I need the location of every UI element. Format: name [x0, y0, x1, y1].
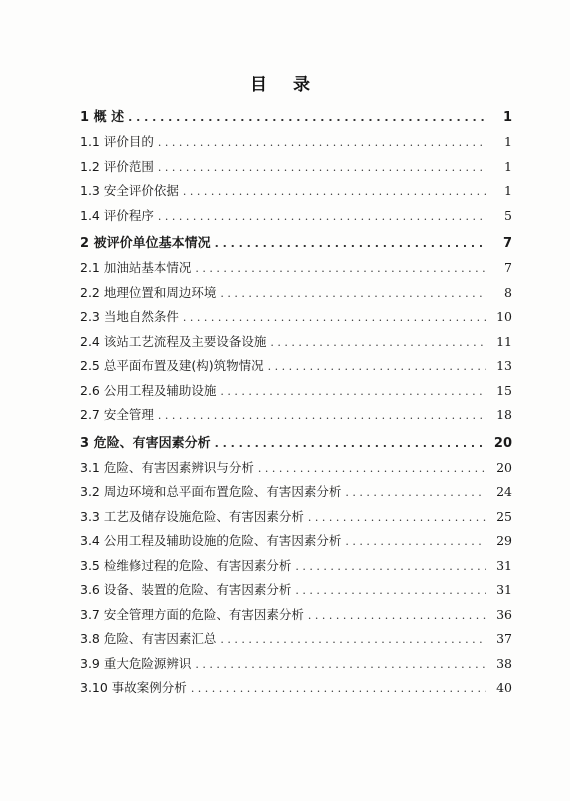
toc-chapter-entry[interactable]: [80, 106, 512, 132]
dot-leader: [295, 560, 486, 573]
toc-entry-page-number: 29: [496, 533, 512, 548]
toc-entry-label: 3.1 危险、有害因素辨识与分析: [80, 459, 254, 475]
toc-entry-label: 2.4 该站工艺流程及主要设备设施: [80, 333, 267, 349]
toc-entry-page-number: 8: [504, 284, 512, 300]
toc-entry-page-number: 25: [496, 508, 512, 524]
toc-entry-label: 1.3 安全评价依据: [80, 183, 179, 198]
toc-entry-page-number: 31: [496, 557, 512, 573]
toc-section-entry[interactable]: [80, 556, 512, 581]
toc-entry-label: 2.5 总平面布置及建(构)筑物情况: [80, 358, 264, 373]
toc-entry-label: 2.7 安全管理: [80, 407, 154, 422]
toc-entry-label: 3.9 重大危险源辨识: [80, 655, 192, 671]
toc-section-entry[interactable]: [80, 531, 512, 556]
dot-leader: [195, 262, 486, 275]
toc-section-entry[interactable]: [80, 629, 512, 654]
toc-entry-label: 3.3 工艺及储存设施危险、有害因素分析: [80, 508, 304, 524]
dot-leader: [268, 360, 486, 373]
toc-chapter-entry[interactable]: [80, 232, 512, 258]
dot-leader: [191, 682, 486, 695]
dot-leader: [183, 311, 486, 324]
toc-section-entry[interactable]: [80, 580, 512, 605]
toc-entry-page-number: 1: [504, 134, 512, 149]
toc-entry-label: 1.4 评价程序: [80, 207, 154, 223]
toc-entry-label: 3.4 公用工程及辅助设施的危险、有害因素分析: [80, 533, 342, 548]
toc-entry-page-number: 7: [502, 236, 512, 251]
toc-entry-label: 3.6 设备、装置的危险、有害因素分析: [80, 582, 292, 597]
toc-chapter-entry[interactable]: [80, 432, 512, 458]
dot-leader: [270, 336, 486, 349]
toc-section-entry[interactable]: [80, 258, 512, 283]
toc-entry-page-number: 38: [496, 655, 512, 671]
toc-entry-page-number: 20: [496, 459, 512, 475]
toc-entry-page-number: 1: [502, 110, 512, 125]
toc-section-entry[interactable]: [80, 678, 512, 703]
toc-entry-label: 2.3 当地自然条件: [80, 309, 179, 324]
dot-leader: [158, 210, 486, 223]
toc-entry-label: 1.1 评价目的: [80, 134, 154, 149]
toc-entry-label: 1 概 述: [80, 110, 125, 125]
toc-entry-page-number: 37: [496, 631, 512, 646]
toc-entry-label: 2.1 加油站基本情况: [80, 260, 192, 275]
dot-leader: [220, 633, 486, 646]
toc-section-entry[interactable]: [80, 283, 512, 308]
toc-section-entry[interactable]: [80, 307, 512, 332]
toc-section-entry[interactable]: [80, 157, 512, 182]
toc-entry-page-number: 1: [504, 158, 512, 174]
toc-section-entry[interactable]: [80, 507, 512, 532]
toc-entry-label: 2.2 地理位置和周边环境: [80, 284, 217, 300]
toc-entry-label: 3.8 危险、有害因素汇总: [80, 631, 217, 646]
toc-entry-page-number: 5: [504, 207, 512, 223]
dot-leader: [215, 237, 486, 250]
toc-section-entry[interactable]: [80, 356, 512, 381]
table-of-contents: [80, 104, 512, 703]
toc-section-entry[interactable]: [80, 332, 512, 357]
dot-leader: [183, 185, 486, 198]
dot-leader: [345, 486, 486, 499]
page-title: 目 录: [250, 75, 320, 95]
toc-entry-label: 2.6 公用工程及辅助设施: [80, 382, 217, 398]
toc-entry-page-number: 40: [496, 680, 512, 695]
toc-entry-label: 3.5 检维修过程的危险、有害因素分析: [80, 557, 292, 573]
dot-leader: [258, 462, 486, 475]
toc-entry-page-number: 20: [493, 435, 512, 451]
toc-entry-label: 1.2 评价范围: [80, 158, 154, 174]
toc-section-entry[interactable]: [80, 405, 512, 430]
dot-leader: [158, 136, 486, 149]
dot-leader: [195, 658, 486, 671]
toc-section-entry[interactable]: [80, 605, 512, 630]
toc-entry-label: 3.10 事故案例分析: [80, 680, 187, 695]
toc-entry-page-number: 1: [504, 183, 512, 198]
toc-section-entry[interactable]: [80, 482, 512, 507]
dot-leader: [308, 511, 486, 524]
dot-leader: [128, 111, 486, 124]
dot-leader: [220, 385, 486, 398]
toc-entry-page-number: 13: [496, 358, 512, 373]
toc-entry-label: 3.7 安全管理方面的危险、有害因素分析: [80, 606, 304, 622]
dot-leader: [158, 161, 486, 174]
dot-leader: [295, 584, 486, 597]
toc-section-entry[interactable]: [80, 132, 512, 157]
toc-section-entry[interactable]: [80, 458, 512, 483]
toc-section-entry[interactable]: [80, 654, 512, 679]
toc-entry-label: 3 危险、有害因素分析: [80, 435, 211, 451]
dot-leader: [345, 535, 486, 548]
dot-leader: [220, 287, 486, 300]
dot-leader: [215, 437, 486, 450]
toc-section-entry[interactable]: [80, 206, 512, 231]
toc-entry-page-number: 10: [496, 309, 512, 324]
toc-entry-page-number: 11: [496, 333, 512, 349]
toc-entry-page-number: 15: [496, 382, 512, 398]
toc-entry-label: 3.2 周边环境和总平面布置危险、有害因素分析: [80, 484, 342, 499]
toc-entry-label: 2 被评价单位基本情况: [80, 236, 211, 251]
toc-entry-page-number: 31: [496, 582, 512, 597]
toc-entry-page-number: 7: [504, 260, 512, 275]
toc-entry-page-number: 18: [496, 407, 512, 422]
dot-leader: [308, 609, 486, 622]
toc-section-entry[interactable]: [80, 381, 512, 406]
dot-leader: [158, 409, 486, 422]
toc-entry-page-number: 36: [496, 606, 512, 622]
toc-section-entry[interactable]: [80, 181, 512, 206]
toc-entry-page-number: 24: [496, 484, 512, 499]
